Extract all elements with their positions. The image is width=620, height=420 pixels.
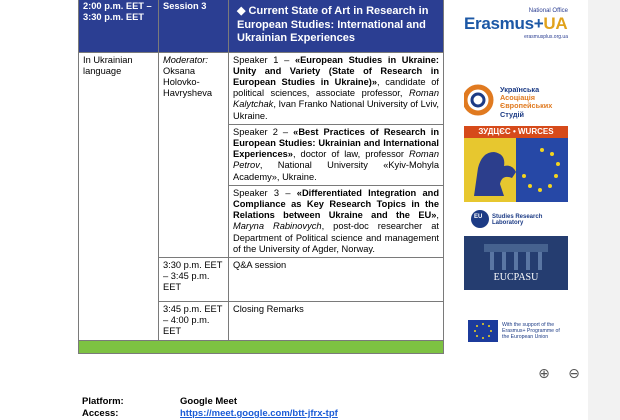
speaker-name: Roman Petrov bbox=[233, 149, 439, 171]
speaker-3 bbox=[229, 185, 444, 257]
session-label: Session 3 bbox=[159, 0, 229, 52]
closing-time: 3:45 p.m. EET – 4:00 p.m. EET bbox=[159, 301, 229, 340]
meet-link[interactable]: https://meet.google.com/btt-jfrx-tpf bbox=[180, 408, 338, 419]
eu-lab-eu: EU bbox=[474, 214, 483, 220]
zoom-in-icon[interactable]: ⊕ bbox=[538, 366, 550, 382]
speaker-name: Maryna Rabinovych bbox=[233, 221, 322, 232]
session-title: Current State of Art in Research in European Studies: International and Ukrainian Experiences bbox=[237, 5, 429, 44]
eu-studies-lab-logo bbox=[464, 208, 568, 230]
uaes-text bbox=[500, 86, 552, 119]
eucpasu-name: EUCPASU bbox=[493, 272, 539, 283]
lion-stars-icon bbox=[464, 138, 568, 202]
erasmus-office-label: National Office bbox=[528, 8, 568, 14]
erasmus-name: Erasmus+ bbox=[464, 14, 544, 33]
speaker-prefix: Speaker 3 – bbox=[233, 187, 297, 198]
uaes-line: Студій bbox=[500, 109, 525, 119]
zoom-out-icon[interactable]: ⊖ bbox=[568, 366, 580, 382]
speaker-credentials: , candidate of political sciences, associate professor, bbox=[233, 76, 440, 99]
speaker-row-1 bbox=[79, 52, 444, 124]
speaker-affiliation: , post-doc researcher at Department of Political science and management of the University of Agder, Norway. bbox=[233, 221, 439, 254]
speaker-2 bbox=[229, 124, 444, 185]
uaes-emblem-icon bbox=[464, 82, 496, 118]
moderator-label: Moderator: bbox=[163, 54, 208, 65]
bullet-icon: ◆ bbox=[237, 5, 246, 17]
wurces-left: ЗУДЦЄС bbox=[478, 127, 511, 136]
speaker-credentials: , doctor of law, professor bbox=[292, 149, 410, 160]
speaker-talk-title: «Best Practices of Research in European Studies: Ukrainian and International Experiences» bbox=[233, 126, 440, 160]
moderator-name: Oksana Holovko-Havrysheva bbox=[163, 65, 213, 99]
programme-table bbox=[78, 0, 444, 354]
speaker-name: Roman Kalytchak bbox=[233, 88, 439, 110]
speaker-talk-title: «Differentiated Integration and Compliance as Key Research Topics in the Relations between Ukraine and the EU» bbox=[233, 187, 439, 221]
qa-label: Q&A session bbox=[229, 257, 444, 301]
eu-support-logo bbox=[464, 318, 568, 346]
platform-labels bbox=[82, 396, 124, 420]
wurces-sep: • bbox=[512, 127, 516, 136]
speaker-affiliation: , National University «Kyiv-Mohyla Academy», Ukraine. bbox=[233, 160, 439, 182]
speaker-prefix: Speaker 2 – bbox=[233, 126, 294, 137]
eu-lab-name: Studies Research Laboratory bbox=[492, 214, 543, 226]
qa-time: 3:30 p.m. EET – 3:45 p.m. EET bbox=[159, 257, 229, 301]
wurces-header bbox=[464, 126, 568, 138]
speaker-credentials: , bbox=[436, 210, 439, 221]
erasmus-wordmark bbox=[464, 14, 568, 34]
erasmus-url: erasmusplus.org.ua bbox=[524, 34, 568, 40]
eu-flag-icon bbox=[468, 320, 498, 342]
speaker-prefix: Speaker 1 – bbox=[233, 54, 295, 65]
green-divider bbox=[79, 340, 444, 353]
eucpasu-logo bbox=[464, 236, 568, 290]
access-label: Access: bbox=[82, 408, 119, 419]
eu-support-text: With the support of the Erasmus+ Programme of the European Union bbox=[502, 322, 560, 341]
session-time: 2:00 p.m. EET – 3:30 p.m. EET bbox=[79, 0, 159, 52]
moderator-cell bbox=[159, 52, 229, 257]
platform-values bbox=[180, 396, 338, 420]
green-divider-row bbox=[79, 340, 444, 353]
session-title-cell bbox=[229, 0, 444, 52]
wurces-right: WURCES bbox=[518, 127, 554, 136]
wurces-logo bbox=[464, 126, 568, 202]
uaes-line-text: Асоціація bbox=[500, 93, 536, 103]
uaes-line: Європейських bbox=[500, 101, 553, 111]
viewer-side-panel bbox=[588, 0, 620, 420]
speaker-1 bbox=[229, 52, 444, 124]
platform-label: Platform: bbox=[82, 396, 124, 407]
closing-label: Closing Remarks bbox=[229, 301, 444, 340]
platform-value: Google Meet bbox=[180, 396, 238, 407]
speaker-talk-title: «European Studies in Ukraine: Unity and Variety (State of Research in European Studies in Ukraine)» bbox=[233, 54, 439, 87]
session-header-row bbox=[79, 0, 444, 52]
speaker-affiliation: , Ivan Franko National University of Lviv, Ukraine. bbox=[233, 99, 439, 121]
erasmus-ua-logo bbox=[464, 8, 568, 70]
erasmus-ua: UA bbox=[543, 14, 568, 33]
uaes-logo bbox=[464, 82, 568, 122]
uaes-line: Українська bbox=[500, 85, 540, 94]
language-cell: In Ukrainian language bbox=[79, 52, 159, 340]
